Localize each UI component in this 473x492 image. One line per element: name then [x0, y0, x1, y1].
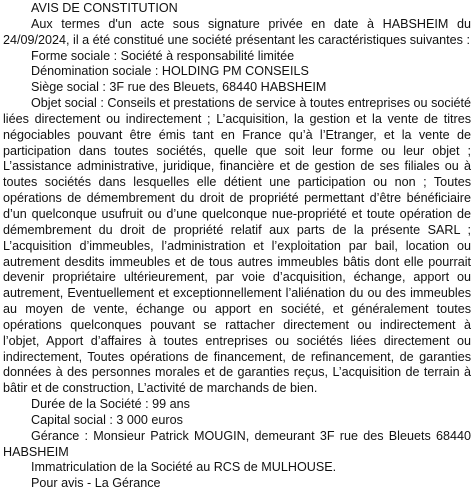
corporate-purpose: Objet social : Conseils et prestations de service à toutes entreprises ou société liées directement ou indirectement ; L’acquisition, la gestion et la vente de titres négociables pouvant être émis tant en France qu’à l’Etranger, et la vente de participation dans toutes sociétés, quelle que soit leur forme ou leur objet ; L’assistance administrative, juridique, financière et de gestion de ses filiales ou à toutes sociétés dans lesquelles elle détient une participation ou non ; Toutes opérations de démembrement du droit de propriété permettant d’être bénéficiaire d’un quelconque usufruit ou d’une quelconque nue-propriété et toute opération de démembrement du droit de propriété relatif aux parts de la présente SARL ; L’acquisition d’immeubles, l’administration et l’exploitation par bail, location ou autrement desdits immeubles et de tous autres immeubles bâtis dont elle pourrait devenir propriétaire ultérieurement, par voie d’acquisition, échange, apport ou autrement, Eventuellement et exceptionnellement l’aliénation du ou des immeubles au moyen de vente, échange ou apport en société, et généralement toutes opérations quelconques pouvant se rattacher directement ou indirectement à l’objet, Apport d’affaires à toutes entreprises ou sociétés liées directement ou indirectement, Toutes opérations de financement, de refinancement, de garanties données à des personnes morales et de garanties reçus, L’acquisition de terrain à bâtir et de construction, L’activité de marchands de bien. — [3, 96, 471, 396]
registered-office: Siège social : 3F rue des Bleuets, 68440 HABSHEIM — [31, 80, 327, 95]
company-name: Dénomination sociale : HOLDING PM CONSEILS — [31, 64, 309, 79]
share-capital: Capital social : 3 000 euros — [31, 412, 183, 427]
registration: Immatriculation de la Société au RCS de MULHOUSE. — [31, 460, 337, 475]
notice-signature: Pour avis - La Gérance — [31, 476, 161, 491]
company-duration: Durée de la Société : 99 ans — [31, 397, 190, 412]
legal-form: Forme sociale : Société à responsabilité limitée — [31, 48, 295, 63]
notice-intro: Aux termes d'un acte sous signature privée en date à HABSHEIM du 24/09/2024, il a été constitué une société présentant les caractéristiques suivantes : — [3, 16, 471, 47]
management: Gérance : Monsieur Patrick MOUGIN, demeurant 3F rue des Bleuets 68440 HABSHEIM — [3, 428, 471, 459]
notice-title: AVIS DE CONSTITUTION — [31, 1, 178, 15]
